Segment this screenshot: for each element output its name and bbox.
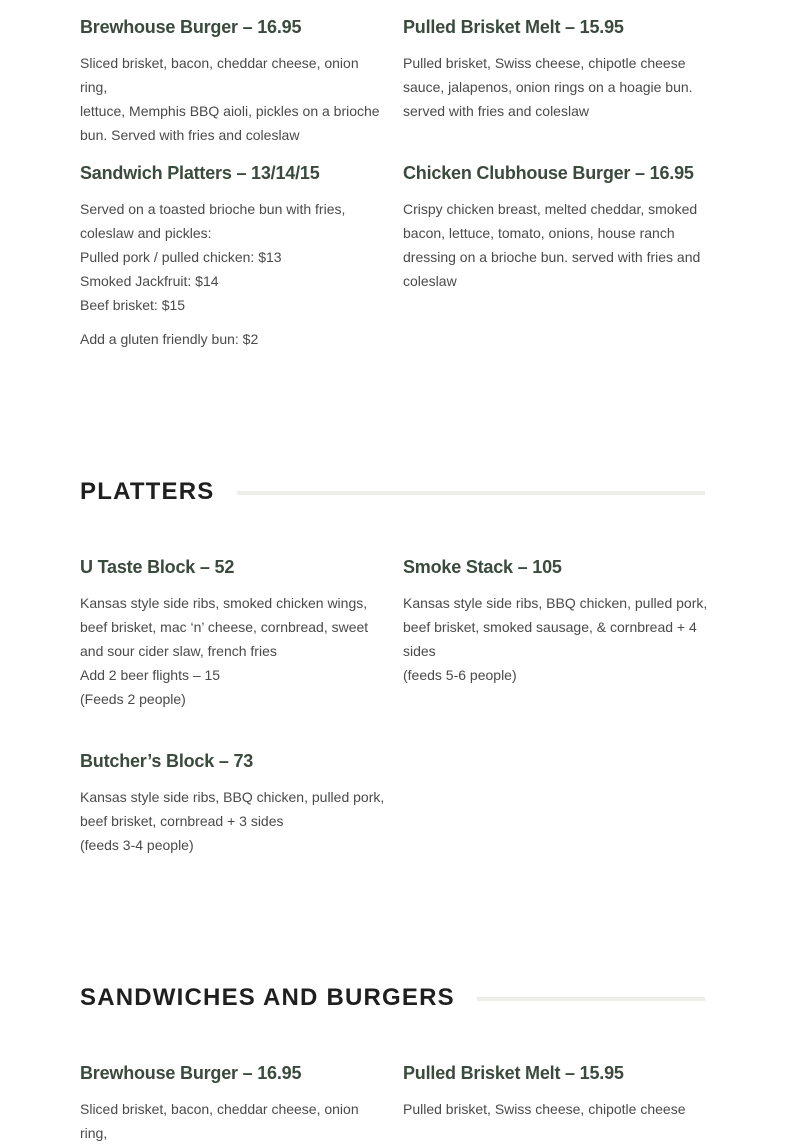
- item-description: [80, 1097, 385, 1145]
- description-line: coleslaw and pickles:: [80, 225, 212, 241]
- description-line: (feeds 3-4 people): [80, 837, 194, 853]
- description-line: Sliced brisket, bacon, cheddar cheese, onion ring,: [80, 1101, 359, 1141]
- description-line: Pulled brisket, Swiss cheese, chipotle cheese: [403, 1101, 686, 1117]
- item-description: [80, 785, 385, 857]
- description-line: Kansas style side ribs, smoked chicken wings,: [80, 595, 368, 611]
- item-description: [80, 51, 385, 147]
- item-description: [403, 591, 708, 687]
- item-description: [403, 1097, 708, 1121]
- menu-item-pulled-brisket-melt: [403, 1061, 708, 1121]
- item-title: Brewhouse Burger – 16.95: [80, 17, 302, 37]
- description-line: Add 2 beer flights – 15: [80, 667, 221, 683]
- item-title: Pulled Brisket Melt – 15.95: [403, 17, 624, 37]
- description-line: Sliced brisket, bacon, cheddar cheese, onion ring,: [80, 55, 359, 95]
- item-description: [80, 591, 385, 711]
- description-line: (feeds 5-6 people): [403, 667, 517, 683]
- description-line: served with fries and coleslaw: [403, 103, 589, 119]
- description-line: Kansas style side ribs, BBQ chicken, pulled pork,: [80, 789, 385, 805]
- menu-item-chicken-clubhouse-burger: [403, 161, 708, 293]
- item-title: Chicken Clubhouse Burger – 16.95: [403, 163, 694, 183]
- section-title: SANDWICHES AND BURGERS: [80, 984, 455, 1011]
- menu-item-sandwich-platters: [80, 161, 385, 351]
- section-divider: [237, 491, 706, 495]
- item-description: [403, 197, 708, 293]
- description-line: coleslaw: [403, 273, 457, 289]
- description-line: sides: [403, 643, 436, 659]
- description-line: bacon, lettuce, tomato, onions, house ranch: [403, 225, 675, 241]
- section-heading-platters: [80, 477, 705, 507]
- description-line: (Feeds 2 people): [80, 691, 186, 707]
- description-line: and sour cider slaw, french fries: [80, 643, 277, 659]
- description-line: Pulled pork / pulled chicken: $13: [80, 249, 282, 265]
- item-title: Brewhouse Burger – 16.95: [80, 1063, 302, 1083]
- menu-item-brewhouse-burger: [80, 15, 385, 147]
- item-description: [403, 51, 708, 123]
- description-line: beef brisket, smoked sausage, & cornbread + 4: [403, 619, 697, 635]
- item-title: U Taste Block – 52: [80, 557, 235, 577]
- section-heading-sandwiches-and-burgers: [80, 983, 705, 1013]
- description-line: lettuce, Memphis BBQ aioli, pickles on a brioche: [80, 103, 380, 119]
- description-line: beef brisket, cornbread + 3 sides: [80, 813, 284, 829]
- description-line: Beef brisket: $15: [80, 297, 186, 313]
- description-line: dressing on a brioche bun. served with fries and: [403, 249, 701, 265]
- section-divider: [477, 997, 705, 1001]
- menu-item-pulled-brisket-melt: [403, 15, 708, 123]
- description-line: sauce, jalapenos, onion rings on a hoagie bun.: [403, 79, 693, 95]
- item-title: Pulled Brisket Melt – 15.95: [403, 1063, 624, 1083]
- description-line: Kansas style side ribs, BBQ chicken, pulled pork,: [403, 595, 708, 611]
- description-line: Pulled brisket, Swiss cheese, chipotle cheese: [403, 55, 686, 71]
- description-line: Served on a toasted brioche bun with fries,: [80, 201, 346, 217]
- menu-item-smoke-stack: [403, 555, 708, 687]
- item-title: Smoke Stack – 105: [403, 557, 562, 577]
- section-title: PLATTERS: [80, 478, 215, 505]
- description-line: beef brisket, mac ‘n’ cheese, cornbread, sweet: [80, 619, 369, 635]
- item-addon-note: Add a gluten friendly bun: $2: [80, 331, 259, 347]
- item-description: [80, 197, 385, 317]
- menu-item-butchers-block: [80, 749, 385, 857]
- description-line: Smoked Jackfruit: $14: [80, 273, 219, 289]
- description-line: Crispy chicken breast, melted cheddar, smoked: [403, 201, 698, 217]
- description-line: bun. Served with fries and coleslaw: [80, 127, 300, 143]
- item-title: Butcher’s Block – 73: [80, 751, 254, 771]
- item-title: Sandwich Platters – 13/14/15: [80, 163, 320, 183]
- menu-item-u-taste-block: [80, 555, 385, 711]
- menu-item-brewhouse-burger: [80, 1061, 385, 1145]
